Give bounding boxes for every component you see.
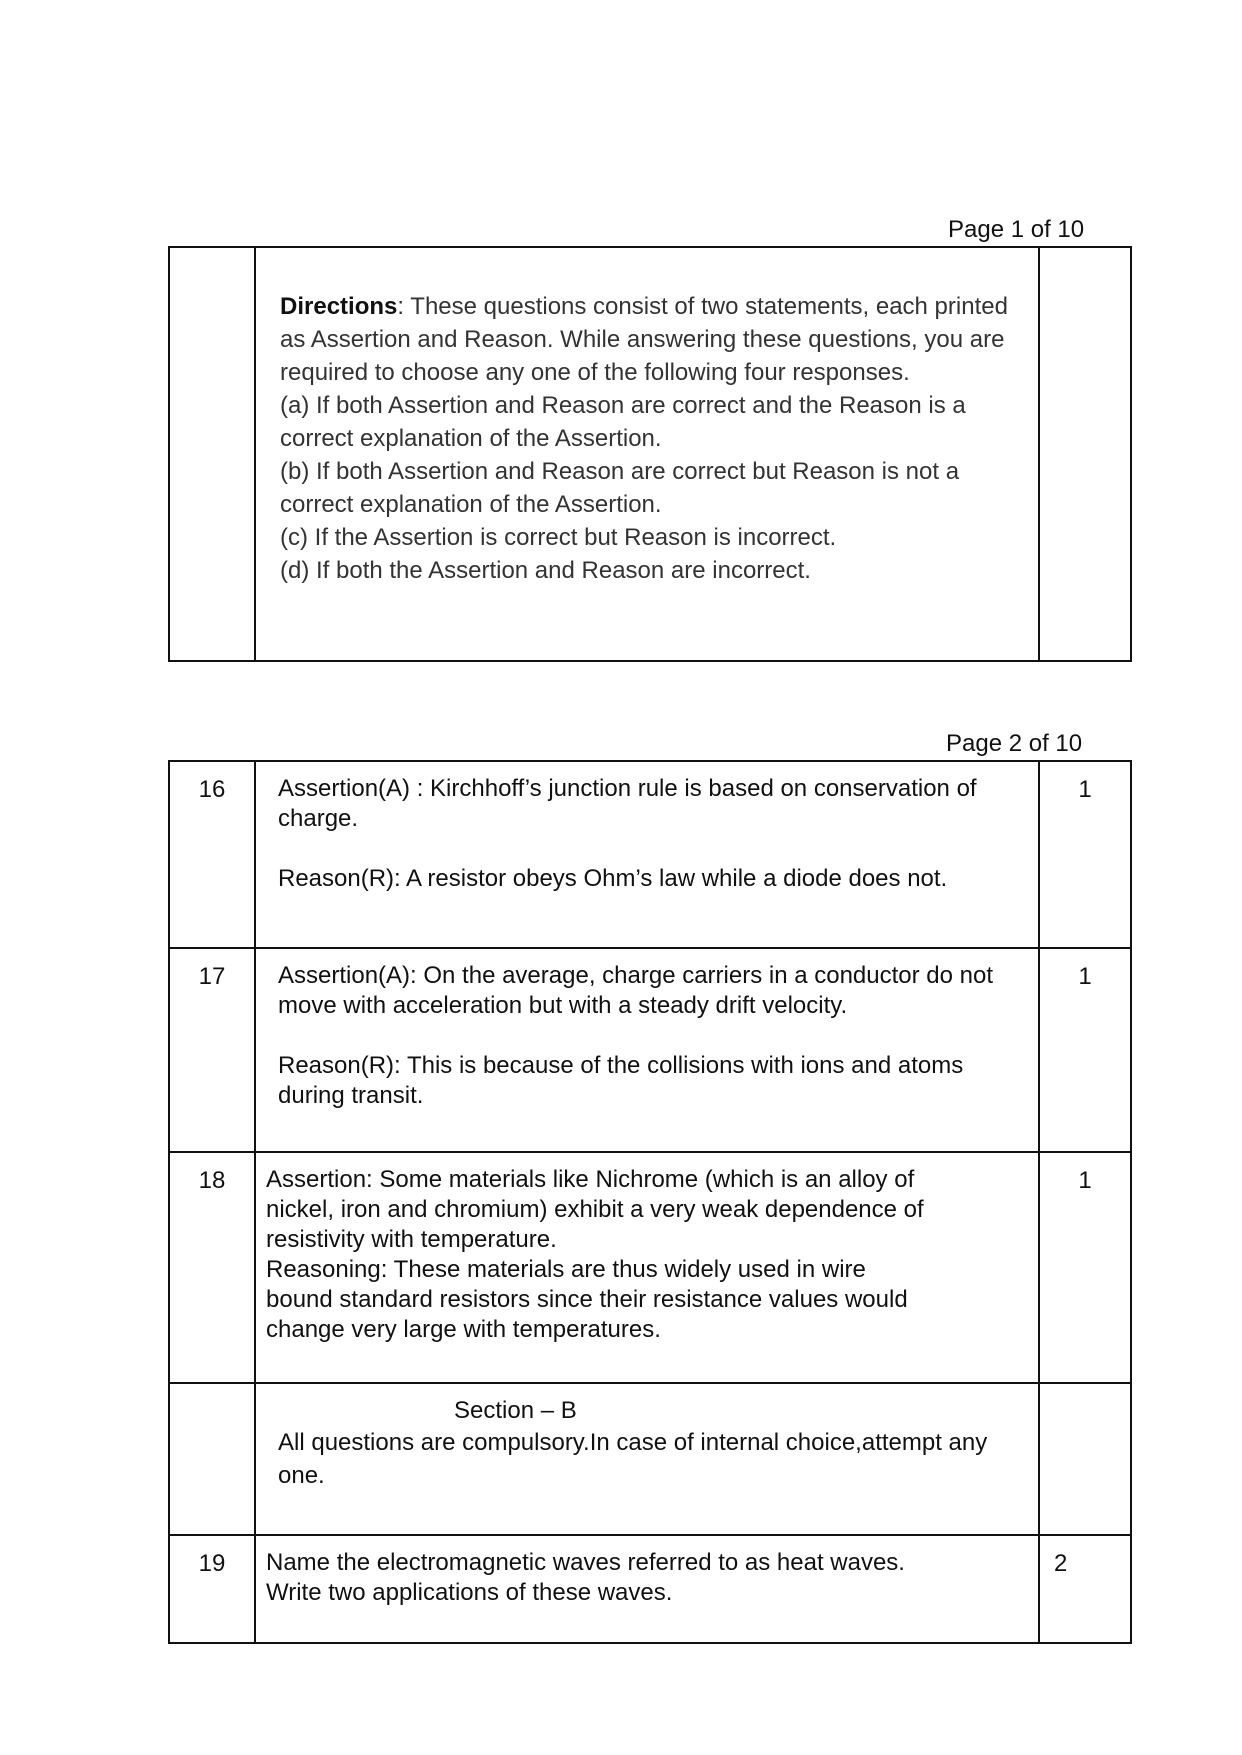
question-number: 17 <box>169 948 255 1152</box>
option-a: (a) If both Assertion and Reason are correct and the Reason is a correct explanation of the Assertion. <box>280 392 966 452</box>
reason-text: Reason(R): A resistor obeys Ohm’s law while a diode does not. <box>278 865 948 892</box>
text-line: Reasoning: These materials are thus widely used in wire <box>266 1256 866 1283</box>
text-line: Write two applications of these waves. <box>266 1579 673 1606</box>
questions-table <box>168 760 1132 1644</box>
table-row-q16 <box>169 761 1131 948</box>
marks: 1 <box>1039 761 1131 948</box>
page-2-label: Page 2 of 10 <box>946 730 1083 757</box>
directions-cell <box>255 247 1039 661</box>
directions-marks-cell <box>1039 247 1131 661</box>
table-row-section-b <box>169 1383 1131 1535</box>
text-line: Assertion: Some materials like Nichrome (which is an alloy of <box>266 1166 915 1193</box>
section-title: Section – B <box>454 1397 577 1424</box>
page-1-label: Page 1 of 10 <box>948 216 1085 243</box>
directions-heading: Directions <box>280 293 398 320</box>
section-b-cell <box>255 1383 1039 1535</box>
question-text <box>255 1535 1039 1643</box>
question-text <box>255 1152 1039 1383</box>
directions-intro: Directions: These questions consist of two statements, each printed as Assertion and Reason. While answering these questions, you are required to choose any one of the following four responses. <box>280 293 1008 386</box>
question-number <box>169 1383 255 1535</box>
text-line: nickel, iron and chromium) exhibit a very weak dependence of <box>266 1196 924 1223</box>
question-number: 16 <box>169 761 255 948</box>
question-number: 19 <box>169 1535 255 1643</box>
table-row-q19 <box>169 1535 1131 1643</box>
marks <box>1039 1383 1131 1535</box>
marks: 1 <box>1039 1152 1131 1383</box>
question-text <box>255 761 1039 948</box>
assertion-text: Assertion(A) : Kirchhoff’s junction rule is based on conservation of charge. <box>278 775 977 832</box>
marks: 1 <box>1039 948 1131 1152</box>
text-line: change very large with temperatures. <box>266 1316 661 1343</box>
question-number: 18 <box>169 1152 255 1383</box>
option-c: (c) If the Assertion is correct but Reason is incorrect. <box>280 524 837 551</box>
text-line: resistivity with temperature. <box>266 1226 557 1253</box>
question-text <box>255 948 1039 1152</box>
option-d: (d) If both the Assertion and Reason are incorrect. <box>280 557 811 584</box>
directions-table <box>168 246 1132 662</box>
option-b: (b) If both Assertion and Reason are correct but Reason is not a correct explanation of the Assertion. <box>280 458 960 518</box>
assertion-text: Assertion(A): On the average, charge carriers in a conductor do not move with acceleration but with a steady drift velocity. <box>278 962 994 1019</box>
text-line: Name the electromagnetic waves referred to as heat waves. <box>266 1549 905 1576</box>
marks: 2 <box>1039 1535 1131 1643</box>
text-line: bound standard resistors since their resistance values would <box>266 1286 908 1313</box>
table-row-q17 <box>169 948 1131 1152</box>
reason-text: Reason(R): This is because of the collisions with ions and atoms during transit. <box>278 1052 964 1109</box>
section-note: All questions are compulsory.In case of internal choice,attempt any one. <box>278 1429 988 1489</box>
directions-number-cell <box>169 247 255 661</box>
table-row-q18 <box>169 1152 1131 1383</box>
